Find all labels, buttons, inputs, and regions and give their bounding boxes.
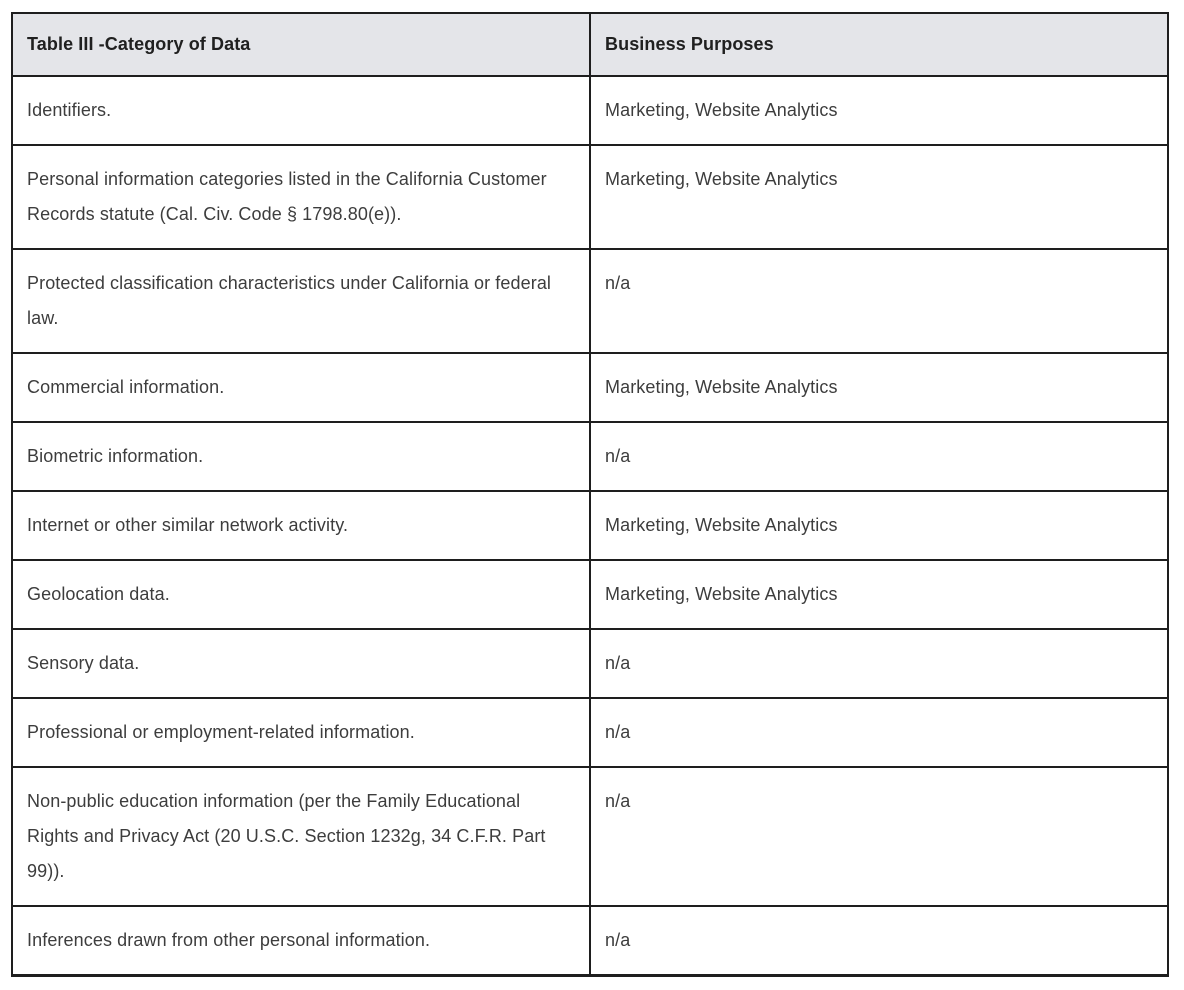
column-header-category: Table III -Category of Data xyxy=(12,13,590,76)
header-row xyxy=(12,13,1168,76)
category-cell: Internet or other similar network activity. xyxy=(12,491,590,560)
purpose-cell: n/a xyxy=(590,767,1168,906)
category-cell: Protected classification characteristics under California or federal law. xyxy=(12,249,590,353)
purpose-cell: Marketing, Website Analytics xyxy=(590,76,1168,145)
category-cell: Commercial information. xyxy=(12,353,590,422)
table-row xyxy=(12,145,1168,249)
purpose-cell: n/a xyxy=(590,629,1168,698)
table-row xyxy=(12,906,1168,976)
table-row xyxy=(12,249,1168,353)
table-row xyxy=(12,767,1168,906)
purpose-cell: Marketing, Website Analytics xyxy=(590,353,1168,422)
table-row xyxy=(12,353,1168,422)
table-body xyxy=(12,76,1168,976)
table-row xyxy=(12,698,1168,767)
category-cell: Inferences drawn from other personal information. xyxy=(12,906,590,976)
purpose-cell: n/a xyxy=(590,698,1168,767)
table-row xyxy=(12,629,1168,698)
table-row xyxy=(12,560,1168,629)
category-cell: Non-public education information (per the Family Educational Rights and Privacy Act (20 U.S.C. Section 1232g, 34 C.F.R. Part 99)). xyxy=(12,767,590,906)
purpose-cell: n/a xyxy=(590,422,1168,491)
category-cell: Biometric information. xyxy=(12,422,590,491)
purpose-cell: n/a xyxy=(590,906,1168,976)
table-row xyxy=(12,422,1168,491)
table-header xyxy=(12,13,1168,76)
table-row xyxy=(12,76,1168,145)
category-cell: Sensory data. xyxy=(12,629,590,698)
category-cell: Personal information categories listed in the California Customer Records statute (Cal. Civ. Code § 1798.80(e)). xyxy=(12,145,590,249)
purpose-cell: Marketing, Website Analytics xyxy=(590,145,1168,249)
category-cell: Geolocation data. xyxy=(12,560,590,629)
purpose-cell: Marketing, Website Analytics xyxy=(590,491,1168,560)
table-row xyxy=(12,491,1168,560)
data-categories-table xyxy=(11,12,1169,977)
category-cell: Professional or employment-related information. xyxy=(12,698,590,767)
purpose-cell: n/a xyxy=(590,249,1168,353)
column-header-purposes: Business Purposes xyxy=(590,13,1168,76)
purpose-cell: Marketing, Website Analytics xyxy=(590,560,1168,629)
category-cell: Identifiers. xyxy=(12,76,590,145)
